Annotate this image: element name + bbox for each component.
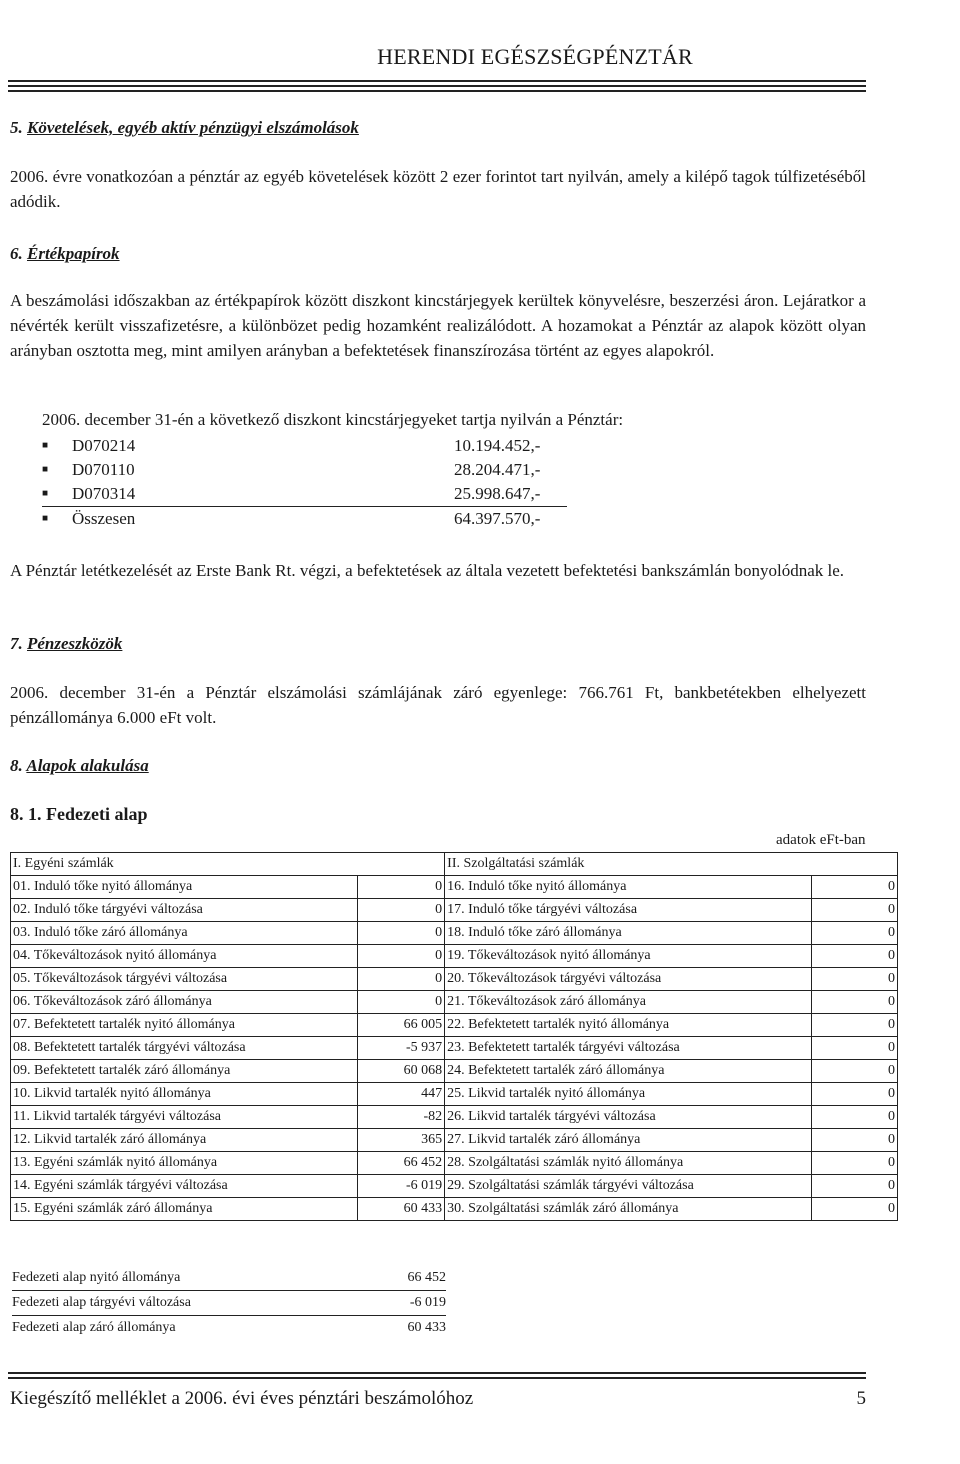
table-row xyxy=(11,991,898,1014)
left-item-value: 0 xyxy=(357,968,444,991)
left-item-label: 10. Likvid tartalék nyitó állománya xyxy=(11,1083,358,1106)
left-item-label: 14. Egyéni számlák tárgyévi változása xyxy=(11,1175,358,1198)
left-item-label: 13. Egyéni számlák nyitó állománya xyxy=(11,1152,358,1175)
table-row xyxy=(11,1152,898,1175)
left-item-value: -5 937 xyxy=(357,1037,444,1060)
right-item-label: 23. Befektetett tartalék tárgyévi változása xyxy=(445,1037,812,1060)
summary-row xyxy=(12,1266,446,1291)
right-item-value: 0 xyxy=(811,1198,897,1221)
security-value: 28.204.471,- xyxy=(454,460,541,479)
left-item-value: 60 433 xyxy=(357,1198,444,1221)
section-8-number: 8. xyxy=(10,756,23,775)
footer-rule-1 xyxy=(8,1372,866,1374)
security-total-value: 64.397.570,- xyxy=(454,509,541,528)
table-row xyxy=(11,1129,898,1152)
security-value: 25.998.647,- xyxy=(454,484,541,503)
left-item-label: 05. Tőkeváltozások tárgyévi változása xyxy=(11,968,358,991)
footer-text: Kiegészítő melléklet a 2006. évi éves pénztári beszámolóhoz xyxy=(10,1388,474,1409)
section-8-title: Alapok alakulása xyxy=(26,756,149,775)
right-item-value: 0 xyxy=(811,1014,897,1037)
left-item-label: 01. Induló tőke nyitó állománya xyxy=(11,876,358,899)
section-7-paragraph: 2006. december 31-én a Pénztár elszámolási számlájának záró egyenlege: 766.761 Ft, bankbetétekben elhelyezett pénzállománya 6.000 eFt volt. xyxy=(10,683,866,727)
table-row xyxy=(11,1106,898,1129)
table-row xyxy=(11,1014,898,1037)
table-header-right: II. Szolgáltatási számlák xyxy=(445,853,898,876)
summary-row xyxy=(12,1291,446,1316)
bullet-icon: ■ xyxy=(42,440,49,451)
table-header-row xyxy=(11,853,898,876)
section-5-paragraph: 2006. évre vonatkozóan a pénztár az egyéb követelések között 2 ezer forintot tart nyilván, amely a kilépő tagok túlfizetéséből adódik. xyxy=(10,167,866,211)
right-item-value: 0 xyxy=(811,1106,897,1129)
left-item-value: -6 019 xyxy=(357,1175,444,1198)
left-item-label: 04. Tőkeváltozások nyitó állománya xyxy=(11,945,358,968)
table-row xyxy=(11,968,898,991)
right-item-value: 0 xyxy=(811,922,897,945)
left-item-value: 0 xyxy=(357,922,444,945)
right-item-value: 0 xyxy=(811,1060,897,1083)
right-item-label: 16. Induló tőke nyitó állománya xyxy=(445,876,812,899)
right-item-label: 27. Likvid tartalék záró állománya xyxy=(445,1129,812,1152)
summary-value: 66 452 xyxy=(407,1270,446,1285)
left-item-value: 447 xyxy=(357,1083,444,1106)
left-item-value: 60 068 xyxy=(357,1060,444,1083)
left-item-value: -82 xyxy=(357,1106,444,1129)
summary-value: -6 019 xyxy=(409,1295,446,1310)
section-7-number: 7. xyxy=(10,634,23,653)
right-item-label: 28. Szolgáltatási számlák nyitó állománya xyxy=(445,1152,812,1175)
right-item-label: 29. Szolgáltatási számlák tárgyévi változása xyxy=(445,1175,812,1198)
right-item-label: 20. Tőkeváltozások tárgyévi változása xyxy=(445,968,812,991)
header-rule-1 xyxy=(8,80,866,82)
table-row xyxy=(11,876,898,899)
left-item-value: 66 005 xyxy=(357,1014,444,1037)
securities-list-intro: 2006. december 31-én a következő diszkont kincstárjegyeket tartja nyilván a Pénztár: xyxy=(42,410,624,429)
section-6-title: Értékpapírok xyxy=(27,244,120,263)
bullet-icon: ■ xyxy=(42,513,49,524)
table-row xyxy=(11,922,898,945)
right-item-value: 0 xyxy=(811,899,897,922)
right-item-label: 22. Befektetett tartalék nyitó állománya xyxy=(445,1014,812,1037)
left-item-label: 06. Tőkeváltozások záró állománya xyxy=(11,991,358,1014)
subsection-8-1-title: 8. 1. Fedezeti alap xyxy=(10,804,148,824)
section-5-title: Követelések, egyéb aktív pénzügyi elszámolások xyxy=(27,118,359,137)
right-item-value: 0 xyxy=(811,945,897,968)
section-6-number: 6. xyxy=(10,244,23,263)
summary-label: Fedezeti alap tárgyévi változása xyxy=(12,1295,191,1310)
right-item-label: 26. Likvid tartalék tárgyévi változása xyxy=(445,1106,812,1129)
table-header-left: I. Egyéni számlák xyxy=(11,853,445,876)
table-row xyxy=(11,1175,898,1198)
page-number: 5 xyxy=(856,1388,866,1409)
page-footer xyxy=(10,1388,866,1410)
list-item xyxy=(42,434,567,458)
left-item-label: 08. Befektetett tartalék tárgyévi változása xyxy=(11,1037,358,1060)
summary-value: 60 433 xyxy=(407,1320,446,1335)
right-item-label: 30. Szolgáltatási számlák záró állománya xyxy=(445,1198,812,1221)
section-6-custody-paragraph: A Pénztár letétkezelését az Erste Bank Rt. végzi, a befektetések az általa vezetett befektetési bankszámlán bonyolódnak le. xyxy=(10,561,845,580)
right-item-label: 25. Likvid tartalék nyitó állománya xyxy=(445,1083,812,1106)
right-item-value: 0 xyxy=(811,968,897,991)
unit-note: adatok eFt-ban xyxy=(776,832,866,848)
left-item-label: 12. Likvid tartalék záró állománya xyxy=(11,1129,358,1152)
table-row xyxy=(11,1083,898,1106)
summary-row xyxy=(12,1316,446,1340)
security-code: D070214 xyxy=(72,436,136,455)
left-item-value: 0 xyxy=(357,876,444,899)
section-6-paragraph: A beszámolási időszakban az értékpapírok között diszkont kincstárjegyek kerültek könyvelésre, beszerzési áron. Lejáratkor a névérték került visszafizetésre, a különbözet pedig hozamként realizálódott. A hozamokat a Pénztár az alapok között olyan arányban osztotta meg, mint amilyen arányban a befektetések finanszírozása történt az egyes alapokról. xyxy=(10,291,866,360)
right-item-value: 0 xyxy=(811,1083,897,1106)
table-row xyxy=(11,1037,898,1060)
summary-label: Fedezeti alap nyitó állománya xyxy=(12,1270,181,1285)
list-item xyxy=(42,482,567,507)
security-code: D070314 xyxy=(72,484,136,503)
left-item-value: 0 xyxy=(357,991,444,1014)
fedezeti-alap-table xyxy=(10,852,898,1221)
left-item-value: 66 452 xyxy=(357,1152,444,1175)
left-item-label: 15. Egyéni számlák záró állománya xyxy=(11,1198,358,1221)
list-item xyxy=(42,458,567,482)
left-item-label: 02. Induló tőke tárgyévi változása xyxy=(11,899,358,922)
left-item-label: 07. Befektetett tartalék nyitó állománya xyxy=(11,1014,358,1037)
right-item-value: 0 xyxy=(811,876,897,899)
left-item-value: 0 xyxy=(357,945,444,968)
section-6-heading xyxy=(10,244,120,264)
table-row xyxy=(11,1060,898,1083)
section-5-heading xyxy=(10,118,359,138)
section-8-heading xyxy=(10,756,149,776)
footer-rule-2 xyxy=(8,1377,866,1379)
right-item-value: 0 xyxy=(811,1152,897,1175)
left-item-label: 09. Befektetett tartalék záró állománya xyxy=(11,1060,358,1083)
table-row xyxy=(11,945,898,968)
fedezeti-alap-summary xyxy=(12,1266,446,1340)
section-7-title: Pénzeszközök xyxy=(27,634,123,653)
right-item-value: 0 xyxy=(811,1037,897,1060)
right-item-label: 18. Induló tőke záró állománya xyxy=(445,922,812,945)
security-value: 10.194.452,- xyxy=(454,436,541,455)
left-item-value: 0 xyxy=(357,899,444,922)
section-7-heading xyxy=(10,634,122,654)
list-item-total xyxy=(42,507,567,531)
header-rule-2 xyxy=(8,85,866,87)
security-total-label: Összesen xyxy=(72,509,136,528)
document-header-title: HERENDI EGÉSZSÉGPÉNZTÁR xyxy=(377,44,693,69)
table-body xyxy=(11,876,898,1221)
header-rule-3 xyxy=(8,90,866,92)
table-row xyxy=(11,899,898,922)
right-item-label: 21. Tőkeváltozások záró állománya xyxy=(445,991,812,1014)
left-item-value: 365 xyxy=(357,1129,444,1152)
summary-label: Fedezeti alap záró állománya xyxy=(12,1320,176,1335)
right-item-value: 0 xyxy=(811,991,897,1014)
right-item-label: 17. Induló tőke tárgyévi változása xyxy=(445,899,812,922)
left-item-label: 11. Likvid tartalék tárgyévi változása xyxy=(11,1106,358,1129)
section-5-number: 5. xyxy=(10,118,23,137)
bullet-icon: ■ xyxy=(42,464,49,475)
right-item-label: 24. Befektetett tartalék záró állománya xyxy=(445,1060,812,1083)
bullet-icon: ■ xyxy=(42,488,49,499)
left-item-label: 03. Induló tőke záró állománya xyxy=(11,922,358,945)
securities-list xyxy=(42,434,567,531)
right-item-value: 0 xyxy=(811,1129,897,1152)
security-code: D070110 xyxy=(72,460,135,479)
right-item-value: 0 xyxy=(811,1175,897,1198)
right-item-label: 19. Tőkeváltozások nyitó állománya xyxy=(445,945,812,968)
table-row xyxy=(11,1198,898,1221)
